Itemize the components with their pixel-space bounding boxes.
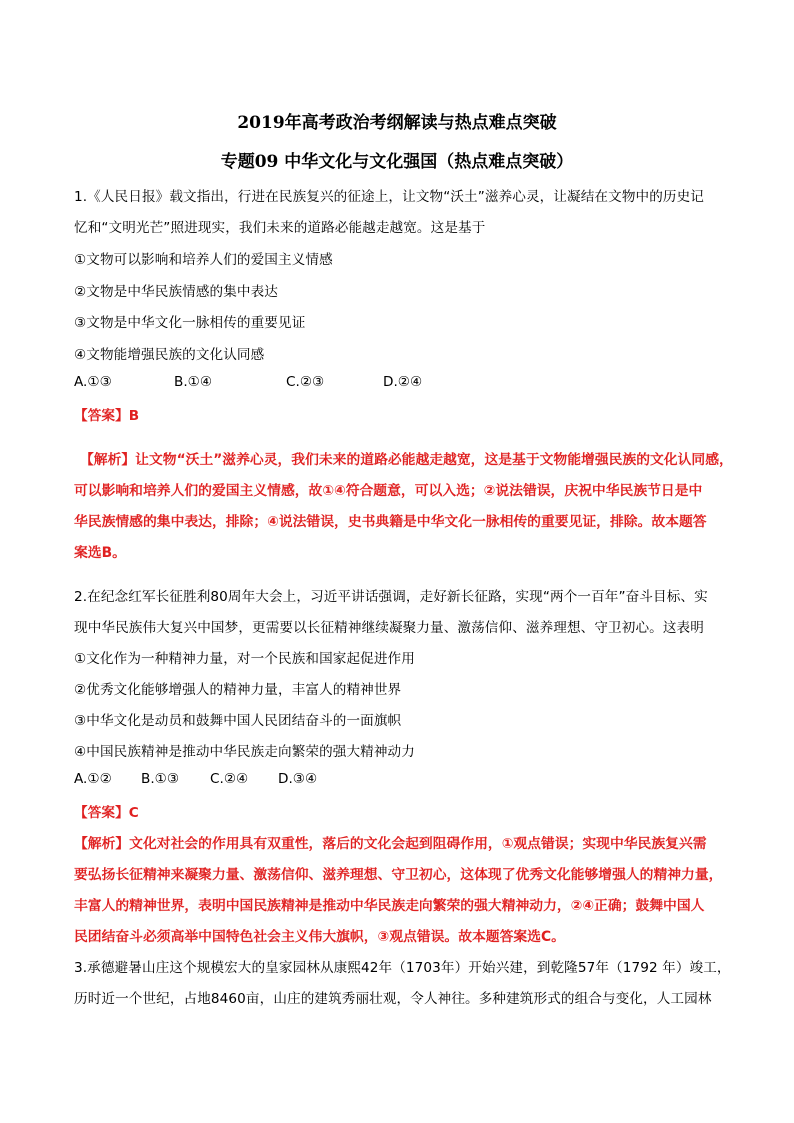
q2-stem-line-1: 2.在纪念红军长征胜利80周年大会上，习近平讲话强调，走好新长征路，实现“两个一百年”奋斗目标、实 (74, 589, 708, 605)
q1-option-d: D.②④ (383, 374, 423, 390)
q2-analysis-line-3: 丰富人的精神世界，表明中国民族精神是推动中华民族走向繁荣的强大精神动力，②④正确；鼓舞中国人 (74, 898, 705, 914)
q1-item-1: ①文物可以影响和培养人们的爱国主义情感 (74, 252, 333, 268)
q1-answer: 【答案】B (74, 408, 140, 424)
q3-stem-line-1: 3.承德避暑山庄这个规模宏大的皇家园林从康熙42年（1703年）开始兴建，到乾隆57年（1792 年）竣工， (74, 960, 731, 976)
q2-option-a: A.①② (74, 771, 112, 787)
q1-stem-line-1: 1.《人民日报》载文指出，行进在民族复兴的征途上，让文物“沃土”滋养心灵，让凝结在文物中的历史记 (74, 189, 704, 205)
q1-analysis-line-1: 【解析】让文物“沃土”滋养心灵，我们未来的道路必能越走越宽，这是基于文物能增强民族的文化认同感， (80, 452, 733, 468)
q1-option-b: B.①④ (174, 374, 213, 390)
q1-item-2: ②文物是中华民族情感的集中表达 (74, 284, 278, 300)
q1-stem-line-2: 忆和“文明光芒”照进现实，我们未来的道路必能越走越宽。这是基于 (74, 220, 486, 236)
q1-option-c: C.②③ (286, 374, 325, 390)
q2-item-2: ②优秀文化能够增强人的精神力量，丰富人的精神世界 (74, 682, 402, 698)
q1-item-4: ④文物能增强民族的文化认同感 (74, 347, 265, 363)
q2-item-3: ③中华文化是动员和鼓舞中国人民团结奋斗的一面旗帜 (74, 713, 402, 729)
document-subtitle: 专题09 中华文化与文化强国（热点难点突破） (220, 152, 574, 172)
q2-item-1: ①文化作为一种精神力量，对一个民族和国家起促进作用 (74, 651, 415, 667)
q2-option-c: C.②④ (210, 771, 249, 787)
q2-analysis-line-4: 民团结奋斗必须高举中国特色社会主义伟大旗帜，③观点错误。故本题答案选C。 (74, 929, 565, 945)
q2-option-b: B.①③ (141, 771, 180, 787)
q2-option-d: D.③④ (278, 771, 318, 787)
q2-analysis-line-2: 要弘扬长征精神来凝聚力量、激荡信仰、滋养理想、守卫初心，这体现了优秀文化能够增强人的精神力量， (74, 867, 723, 883)
q2-answer: 【答案】C (74, 805, 139, 821)
q1-option-a: A.①③ (74, 374, 112, 390)
q2-stem-line-2: 现中华民族伟大复兴中国梦，更需要以长征精神继续凝聚力量、激荡信仰、滋养理想、守卫初心。这表明 (74, 620, 704, 636)
q3-stem-line-2: 历时近一个世纪，占地8460亩，山庄的建筑秀丽壮观，令人神往。多种建筑形式的组合与变化，人工园林 (74, 991, 712, 1007)
q2-analysis-line-1: 【解析】文化对社会的作用具有双重性，落后的文化会起到阻碍作用，①观点错误；实现中华民族复兴需 (74, 836, 707, 852)
document-title: 2019年高考政治考纲解读与热点难点突破 (237, 113, 557, 133)
q1-analysis-line-3: 华民族情感的集中表达，排除；④说法错误，史书典籍是中华文化一脉相传的重要见证，排除。故本题答 (74, 514, 707, 530)
q1-item-3: ③文物是中华文化一脉相传的重要见证 (74, 315, 306, 331)
q2-item-4: ④中国民族精神是推动中华民族走向繁荣的强大精神动力 (74, 744, 415, 760)
q1-analysis-line-4: 案选B。 (74, 545, 126, 561)
q1-analysis-line-2: 可以影响和培养人们的爱国主义情感，故①④符合题意，可以入选；②说法错误，庆祝中华民族节日是中 (74, 483, 703, 499)
